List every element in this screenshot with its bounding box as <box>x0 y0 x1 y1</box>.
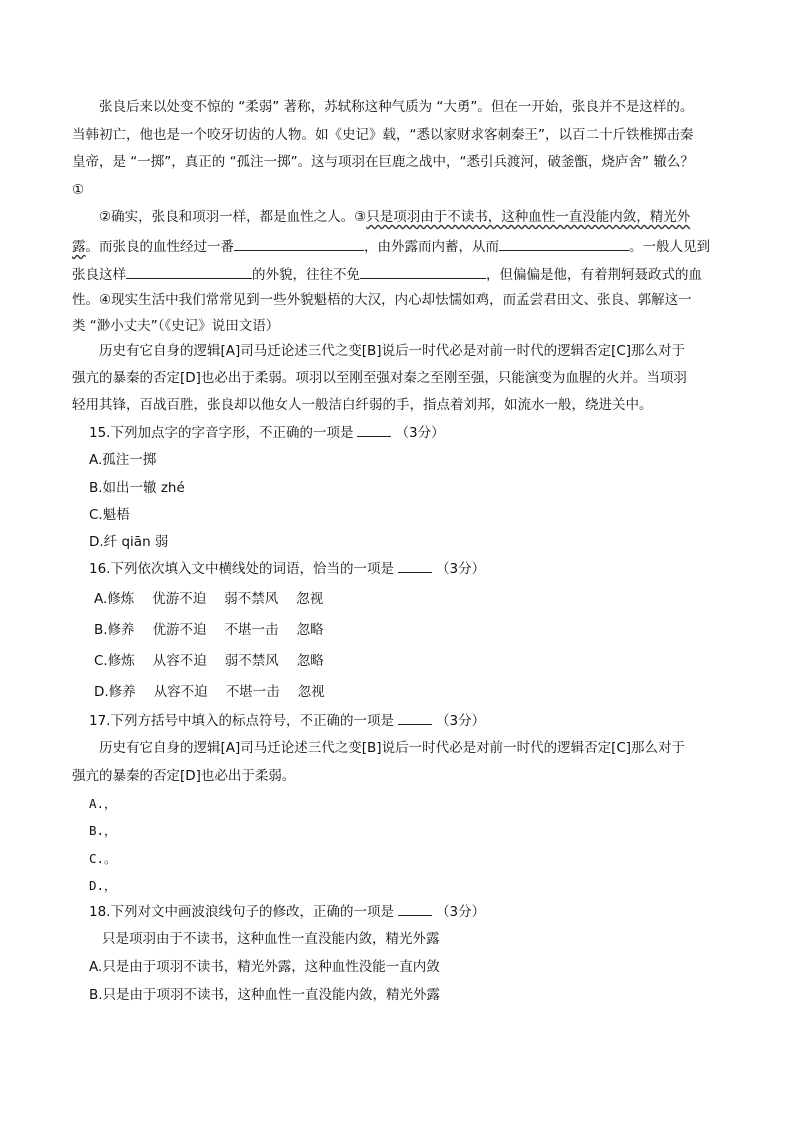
question-15-stem <box>89 424 445 442</box>
passage-p3-line3: 轻用其锋，百战百胜，张良却以他女人一般洁白纤弱的手，指点着刘邦，如流水一般，绕进关中。 <box>72 397 653 413</box>
wavy-underlined-sentence: 只是项羽由于不读书，这种血性一直没能内敛，精光外 <box>366 209 691 225</box>
question-17-option-d[interactable]: D.， <box>89 878 117 893</box>
passage-p1-line3: 皇帝，是 “一掷”，真正的 “孤注一掷”。这与项羽在巨鹿之战中，“悉引兵渡河，破釜甑，烧庐舍” 辙么？ <box>72 154 694 170</box>
fill-blank-3[interactable] <box>126 264 252 279</box>
question-15-option-b[interactable]: B.如出一辙 zhé <box>89 480 185 496</box>
question-17-quote-line2: 强亢的暴秦的否定[D]也必出于柔弱。 <box>72 768 296 784</box>
question-score: （3分） <box>435 713 486 729</box>
passage-p2-line4: 性。④现实生活中我们常常见到一些外貌魁梧的大汉，内心却怯懦如鸡，而孟尝君田文、张良、郭解这一 <box>72 292 692 308</box>
question-16-option-b[interactable] <box>94 621 324 639</box>
question-15-option-a[interactable]: A.孤注一掷 <box>89 452 157 468</box>
answer-blank-17[interactable] <box>398 712 432 725</box>
answer-blank-18[interactable] <box>398 903 432 916</box>
passage-p1-line4: ① <box>72 182 85 198</box>
question-18-option-b[interactable]: B.只是由于项羽不读书，这种血性一直没能内敛，精光外露 <box>89 987 441 1003</box>
option-word: 从容不迫 <box>152 653 207 669</box>
passage-text: 的外貌，往往不免 <box>252 267 360 283</box>
answer-blank-15[interactable] <box>357 424 391 437</box>
passage-text: ②确实，张良和项羽一样，都是血性之人。③ <box>99 209 367 225</box>
passage-text: 张良这样 <box>72 267 126 283</box>
passage-p2-line2 <box>72 236 710 256</box>
option-word: 弱不禁风 <box>224 653 279 669</box>
question-text: 18.下列对文中画波浪线句子的修改，正确的一项是 <box>89 904 394 920</box>
passage-p2-line1 <box>99 208 690 226</box>
question-score: （3分） <box>435 561 486 577</box>
question-score: （3分） <box>395 425 445 441</box>
option-word: 忽视 <box>297 684 325 700</box>
option-word: 不堪一击 <box>225 684 280 700</box>
passage-text: ，由外露而内蓄，从而 <box>364 239 499 255</box>
question-18-quote: 只是项羽由于不读书，这种血性一直没能内敛，精光外露 <box>102 931 440 947</box>
question-17-option-b[interactable]: B.， <box>89 823 117 838</box>
question-17-option-c[interactable]: C.。 <box>89 851 117 866</box>
question-text: 15.下列加点字的字音字形，不正确的一项是 <box>89 425 354 441</box>
question-text: 17.下列方括号中填入的标点符号，不正确的一项是 <box>89 713 394 729</box>
option-word: A.修炼 <box>94 591 135 607</box>
passage-p3-line2: 强亢的暴秦的否定[D]也必出于柔弱。项羽以至刚至强对秦之至刚至强，只能演变为血腥的火并。当项羽 <box>72 370 687 386</box>
passage-text: 。一般人见到 <box>629 239 710 255</box>
option-word: C.修炼 <box>94 653 135 669</box>
passage-text: 。而张良的血性经过一番 <box>85 239 234 255</box>
question-16-option-d[interactable] <box>94 683 325 701</box>
option-word: 不堪一击 <box>224 622 279 638</box>
question-score: （3分） <box>435 904 486 920</box>
option-word: 忽略 <box>296 622 324 638</box>
answer-blank-16[interactable] <box>398 560 432 573</box>
question-16-stem <box>89 560 485 578</box>
question-16-option-c[interactable] <box>94 652 324 670</box>
question-17-quote-line1: 历史有它自身的逻辑[A]司马迁论述三代之变[B]说后一时代必是对前一时代的逻辑否定[C]那么对于 <box>99 740 686 756</box>
passage-p2-line3 <box>72 264 702 284</box>
passage-p3-line1: 历史有它自身的逻辑[A]司马迁论述三代之变[B]说后一时代必是对前一时代的逻辑否定[C]那么对于 <box>99 343 686 359</box>
question-16-option-a[interactable] <box>94 590 323 608</box>
option-word: B.修养 <box>94 622 135 638</box>
fill-blank-4[interactable] <box>360 264 486 279</box>
wavy-underlined-sentence-end: 露 <box>72 239 86 255</box>
fill-blank-1[interactable] <box>234 236 364 251</box>
question-15-option-c[interactable]: C.魁梧 <box>89 507 130 523</box>
passage-p2-line5: 类 “渺小丈夫”（《史记》说田文语） <box>72 318 280 334</box>
option-word: 弱不禁风 <box>224 591 279 607</box>
passage-text: ，但偏偏是他，有着荆轲聂政式的血 <box>486 267 702 283</box>
question-15-option-d[interactable]: D.纤 qiān 弱 <box>89 534 169 550</box>
question-17-option-a[interactable]: A.， <box>89 796 117 811</box>
question-17-stem <box>89 712 485 730</box>
passage-p1-line1: 张良后来以处变不惊的 “柔弱” 著称，苏轼称这种气质为 “大勇”。但在一开始，张良并不是这样的。 <box>99 99 694 115</box>
passage-p1-line2: 当韩初亡，他也是一个咬牙切齿的人物。如《史记》载，“悉以家财求客刺秦王”，以百二十斤铁椎掷击秦 <box>72 127 694 143</box>
option-word: 优游不迫 <box>152 591 207 607</box>
option-word: 忽略 <box>296 653 324 669</box>
option-word: 忽视 <box>296 591 324 607</box>
question-text: 16.下列依次填入文中横线处的词语，恰当的一项是 <box>89 561 394 577</box>
option-word: 从容不迫 <box>153 684 208 700</box>
option-word: 优游不迫 <box>152 622 207 638</box>
fill-blank-2[interactable] <box>499 236 629 251</box>
question-18-stem <box>89 903 485 921</box>
question-18-option-a[interactable]: A.只是由于项羽不读书，精光外露，这种血性没能一直内敛 <box>89 959 440 975</box>
option-word: D.修养 <box>94 684 136 700</box>
